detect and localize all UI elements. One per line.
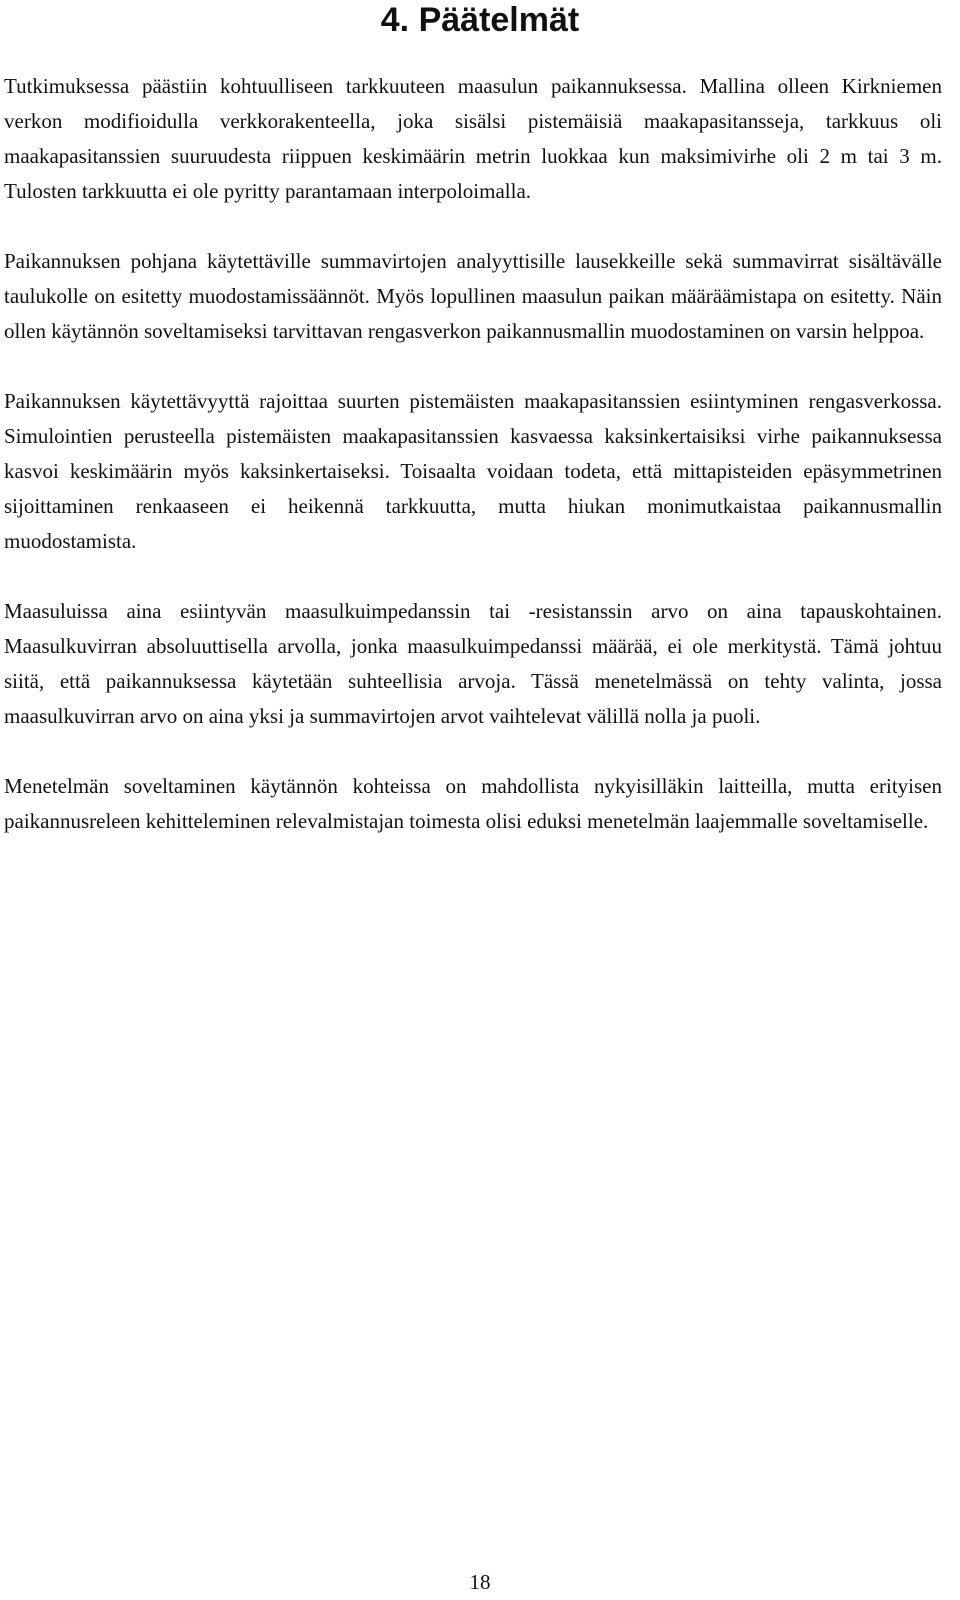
paragraph-4: Maasuluissa aina esiintyvän maasulkuimpedanssin tai -resistanssin arvo on aina tapauskohtainen. Maasulkuvirran absoluuttisella arvolla, jonka maasulkuimpedanssi määrää, ei ole merkitystä. Tämä johtuu siitä, että paikannuksessa käytetään suhteellisia arvoja. Tässä menetelmässä on tehty valinta, jossa maasulkuvirran arvo on aina yksi ja summavirtojen arvot vaihtelevat välillä nolla ja puoli. [4,599,942,728]
body-text [4,69,942,874]
paragraph-2: Paikannuksen pohjana käytettäville summavirtojen analyyttisille lausekkeille sekä summavirrat sisältävälle taulukolle on esitetty muodostamissäännöt. Myös lopullinen maasulun paikan määräämistapa on esitetty. Näin ollen käytännön soveltamiseksi tarvittavan rengasverkon paikannusmallin muodostaminen on varsin helppoa. [4,249,942,343]
paragraph-1: Tutkimuksessa päästiin kohtuulliseen tarkkuuteen maasulun paikannuksessa. Mallina olleen Kirkniemen verkon modifioidulla verkkorakenteella, joka sisälsi pistemäisiä maakapasitansseja, tarkkuus oli maakapasitanssien suuruudesta riippuen keskimäärin metrin luokkaa kun maksimivirhe oli 2 m tai 3 m. Tulosten tarkkuutta ei ole pyritty parantamaan interpoloimalla. [4,74,942,203]
paragraph-3: Paikannuksen käytettävyyttä rajoittaa suurten pistemäisten maakapasitanssien esiintyminen rengasverkossa. Simulointien perusteella pistemäisten maakapasitanssien kasvaessa kaksinkertaisiksi virhe paikannuksessa kasvoi keskimäärin myös kaksinkertaiseksi. Toisaalta voidaan todeta, että mittapisteiden epäsymmetrinen sijoittaminen renkaaseen ei heikennä tarkkuutta, mutta hiukan monimutkaistaa paikannusmallin muodostamista. [4,389,942,553]
paragraph-5: Menetelmän soveltaminen käytännön kohteissa on mahdollista nykyisilläkin laitteilla, mutta erityisen paikannusreleen kehitteleminen relevalmistajan toimesta olisi eduksi menetelmän laajemmalle soveltamiselle. [4,774,942,833]
page-number: 18 [469,1570,491,1594]
section-heading: 4. Päätelmät [380,1,580,39]
